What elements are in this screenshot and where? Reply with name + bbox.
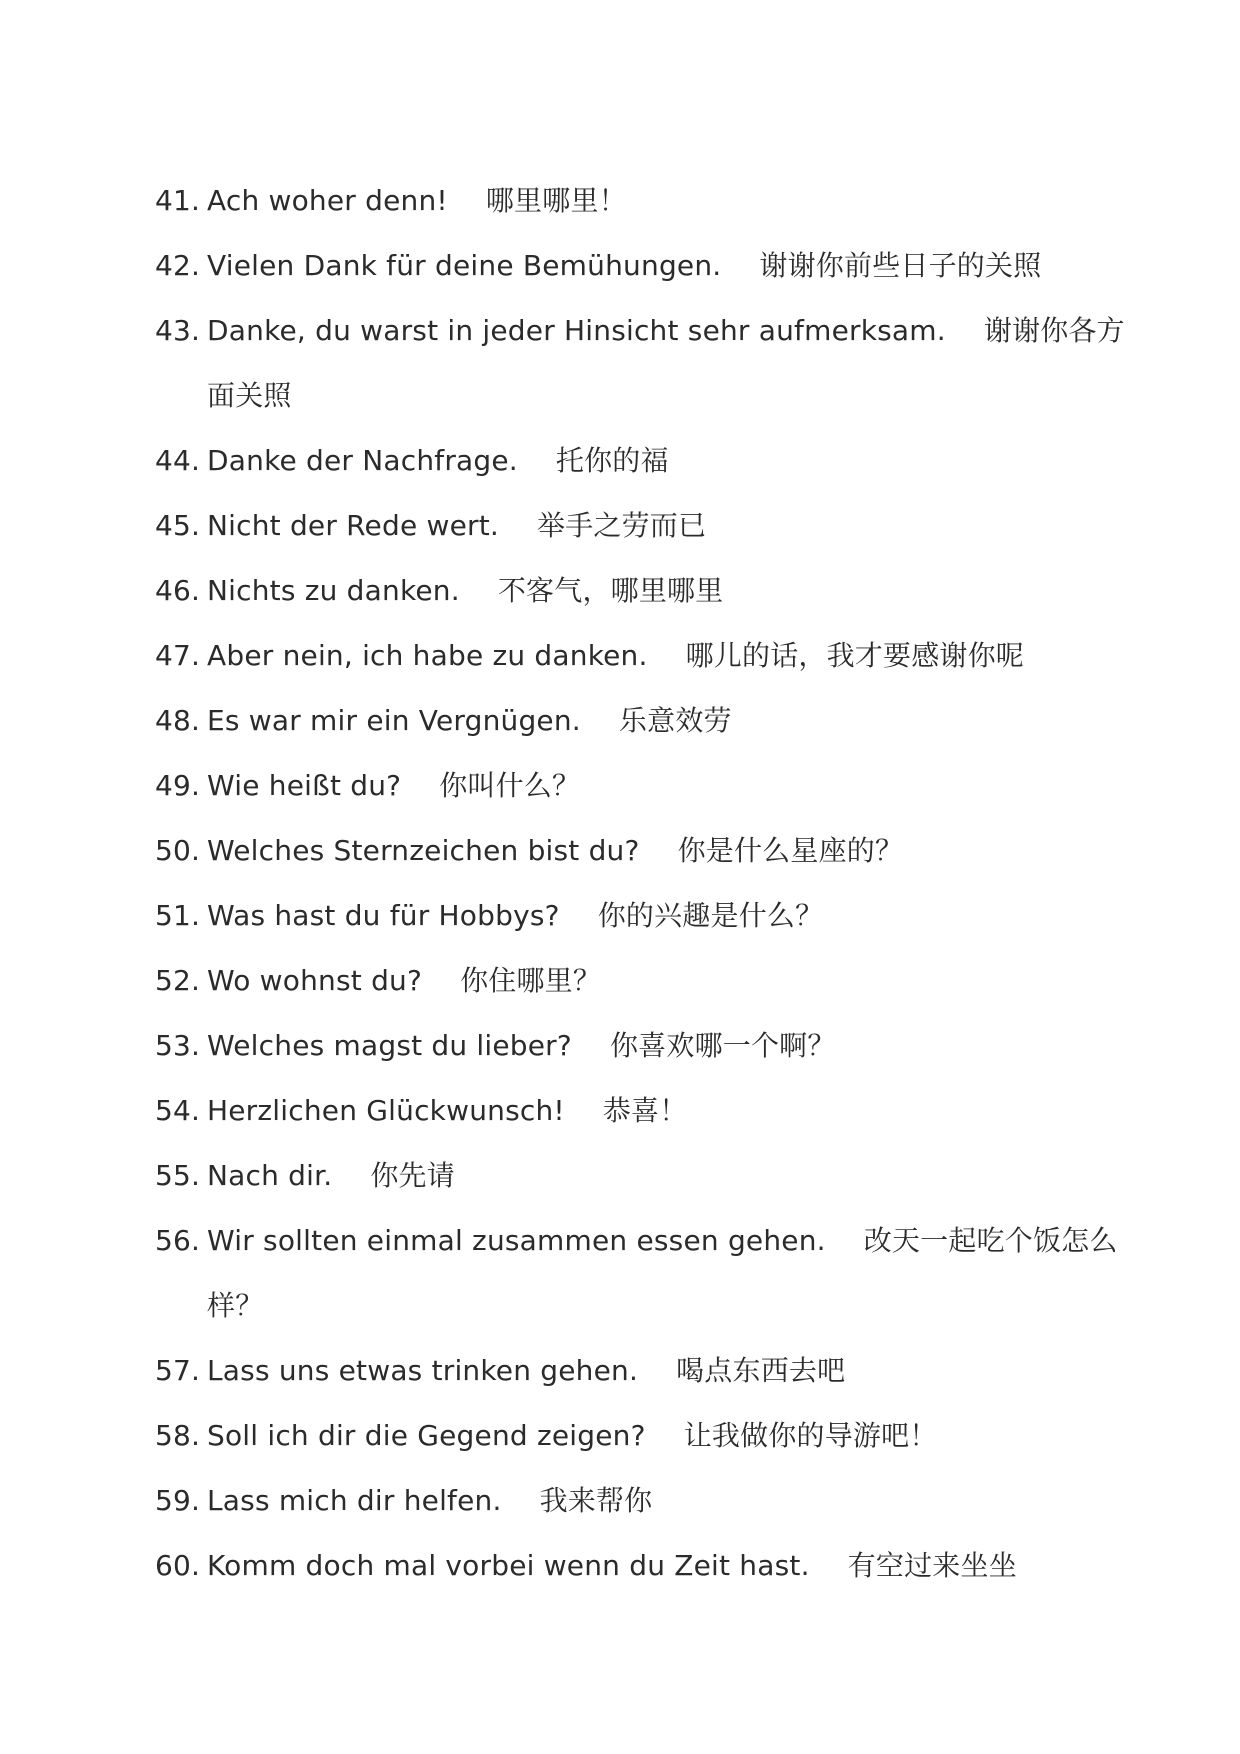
list-item [155, 1208, 1125, 1338]
item-number: 50. [155, 834, 201, 867]
list-item [155, 623, 1125, 688]
list-item [155, 688, 1125, 753]
chinese-translation: 你喜欢哪一个啊？ [609, 1029, 836, 1062]
item-number: 44. [155, 444, 201, 477]
chinese-translation: 举手之劳而已 [537, 509, 707, 542]
chinese-translation: 哪儿的话，我才要感谢你呢 [685, 639, 1025, 672]
chinese-translation: 你先请 [370, 1159, 455, 1192]
chinese-translation: 我来帮你 [539, 1484, 653, 1517]
item-number: 58. [155, 1419, 201, 1452]
item-number: 41. [155, 184, 201, 217]
list-item [155, 1403, 1125, 1468]
german-phrase: Welches Sternzeichen bist du? [207, 834, 640, 867]
list-item [155, 753, 1125, 818]
german-phrase: Nach dir. [207, 1159, 333, 1192]
german-phrase: Komm doch mal vorbei wenn du Zeit hast. [207, 1549, 810, 1582]
chinese-translation: 托你的福 [555, 444, 669, 477]
german-phrase: Lass uns etwas trinken gehen. [207, 1354, 639, 1387]
chinese-translation: 不客气，哪里哪里 [497, 574, 724, 607]
item-number: 53. [155, 1029, 201, 1062]
item-number: 51. [155, 899, 201, 932]
list-item [155, 818, 1125, 883]
german-phrase: Was hast du für Hobbys? [207, 899, 560, 932]
german-phrase: Soll ich dir die Gegend zeigen? [207, 1419, 646, 1452]
german-phrase: Herzlichen Glückwunsch! [207, 1094, 565, 1127]
item-number: 60. [155, 1549, 201, 1582]
item-number: 55. [155, 1159, 201, 1192]
german-phrase: Vielen Dank für deine Bemühungen. [207, 249, 722, 282]
german-phrase: Lass mich dir helfen. [207, 1484, 502, 1517]
list-item [155, 948, 1125, 1013]
list-item [155, 1468, 1125, 1533]
item-number: 47. [155, 639, 201, 672]
chinese-translation: 你的兴趣是什么？ [597, 899, 824, 932]
item-number: 46. [155, 574, 201, 607]
list-item [155, 1143, 1125, 1208]
chinese-translation: 恭喜！ [602, 1094, 688, 1127]
chinese-translation: 你住哪里？ [460, 964, 602, 997]
list-item [155, 1338, 1125, 1403]
german-phrase: Wie heißt du? [207, 769, 402, 802]
german-phrase: Danke der Nachfrage. [207, 444, 518, 477]
list-item [155, 558, 1125, 623]
list-item [155, 1533, 1125, 1598]
chinese-translation: 让我做你的导游吧！ [683, 1419, 938, 1452]
chinese-translation: 有空过来坐坐 [847, 1549, 1017, 1582]
german-phrase: Danke, du warst in jeder Hinsicht sehr aufmerksam. [207, 314, 946, 347]
list-item [155, 1013, 1125, 1078]
chinese-translation: 乐意效劳 [618, 704, 732, 737]
list-item [155, 883, 1125, 948]
item-number: 48. [155, 704, 201, 737]
german-phrase: Wir sollten einmal zusammen essen gehen. [207, 1224, 826, 1257]
chinese-translation: 谢谢你前些日子的关照 [759, 249, 1042, 282]
chinese-translation: 谢谢你各方面关照 [207, 314, 1125, 412]
chinese-translation: 喝点东西去吧 [676, 1354, 846, 1387]
list-item [155, 428, 1125, 493]
german-phrase: Wo wohnst du? [207, 964, 423, 997]
phrase-list [155, 168, 1125, 1598]
chinese-translation: 哪里哪里！ [485, 184, 627, 217]
item-number: 49. [155, 769, 201, 802]
item-number: 42. [155, 249, 201, 282]
item-number: 52. [155, 964, 201, 997]
list-item [155, 298, 1125, 428]
item-number: 57. [155, 1354, 201, 1387]
german-phrase: Nicht der Rede wert. [207, 509, 499, 542]
chinese-translation: 你是什么星座的？ [677, 834, 904, 867]
list-item [155, 493, 1125, 558]
german-phrase: Nichts zu danken. [207, 574, 460, 607]
item-number: 54. [155, 1094, 201, 1127]
list-item [155, 1078, 1125, 1143]
list-item [155, 168, 1125, 233]
german-phrase: Es war mir ein Vergnügen. [207, 704, 581, 737]
chinese-translation: 改天一起吃个饭怎么样？ [207, 1224, 1118, 1322]
list-item [155, 233, 1125, 298]
item-number: 59. [155, 1484, 201, 1517]
item-number: 43. [155, 314, 201, 347]
chinese-translation: 你叫什么？ [439, 769, 581, 802]
german-phrase: Ach woher denn! [207, 184, 448, 217]
german-phrase: Aber nein, ich habe zu danken. [207, 639, 648, 672]
item-number: 45. [155, 509, 201, 542]
item-number: 56. [155, 1224, 201, 1257]
german-phrase: Welches magst du lieber? [207, 1029, 572, 1062]
